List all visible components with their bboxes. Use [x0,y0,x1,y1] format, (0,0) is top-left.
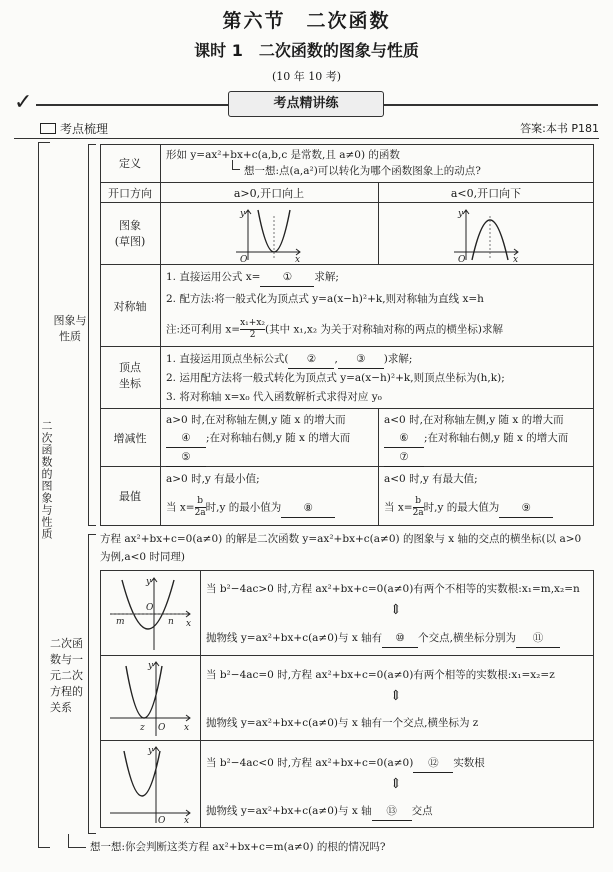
g1-x: x [186,619,192,629]
blank-6[interactable]: ⑥ [384,429,424,448]
vertex-line1-end: )求解; [383,353,413,365]
equation-col-divider [200,570,201,828]
answer-ref: 答案:本书 P181 [520,122,599,135]
axis-line3-a: 注:还可利用 x= [166,323,241,336]
case1-top: 当 b²−4ac>0 时,方程 ax²+bx+c=0(a≠0)有两个不相等的实数根:x₁=m,x₂=n [206,583,580,595]
properties-group-label: 图象与性质 [53,314,87,343]
graph-up-y: y [240,209,246,219]
axis-fraction-num: x₁+x₂ [240,318,266,328]
case3-top [206,754,485,773]
label-extreme: 最值 [119,490,141,503]
vertex-line1 [166,350,412,369]
checkmark-icon: ✓ [14,90,33,115]
axis-line3-b: (其中 x₁,x₂ 为关于对称轴对称的两点的横坐标)求解 [265,323,503,336]
ext-pos-2a: 当 x= [166,501,195,514]
g3-x: x [184,816,190,825]
mono-pos-2: ;在对称轴右侧,y 随 x 的增大而 [206,432,351,444]
blank-5[interactable]: ⑤ [166,448,206,467]
graph-up-parabola [232,206,304,262]
blank-12[interactable]: ⑫ [413,754,453,773]
graph-down-x: x [513,255,519,262]
banner: 考点精讲练 [228,91,384,117]
axis-fraction [240,318,265,341]
definition-text: 形如 y=ax²+bx+c(a,b,c 是常数,且 a≠0) 的函数 [166,149,400,161]
mono-neg [384,411,592,467]
section-label-text: 考点梳理 [60,122,109,136]
equation-intro-2: 为例,a<0 时同理) [100,551,186,563]
g2-o: O [158,723,166,733]
ext-pos-1: a>0 时,y 有最小值; [166,473,260,485]
footer-arrow [68,834,86,848]
label-graph [100,218,160,250]
label-definition: 定义 [119,157,141,170]
graph-up-o: O [240,255,248,262]
case3-bottom [206,802,433,821]
axis-fraction-den: 2 [249,330,256,340]
ext-neg-den: 2a [412,508,424,518]
case2-iff: ⇕ [390,688,402,704]
opening-neg: a<0,开口向下 [450,187,522,200]
axis-line1-text: 1. 直接运用公式 x= [166,271,261,283]
case1-bottom [206,629,560,648]
ext-pos-fraction [195,496,206,519]
header-divider [14,138,599,139]
ext-neg-2 [384,496,553,519]
ext-neg-2b: 时,y 的最大值为 [423,501,500,514]
blank-7[interactable]: ⑦ [384,448,424,467]
definition-think: 想一想:点(a,a²)可以转化为哪个函数图象上的动点? [244,165,481,177]
ext-pos-2b: 时,y 的最小值为 [205,501,282,514]
equation-intro-1: 方程 ax²+bx+c=0(a≠0) 的解是二次函数 y=ax²+bx+c(a≠0) 的图象与 x 轴的交点的横坐标(以 a>0 [100,533,582,545]
graph-one-root [108,658,194,738]
g2-x: x [184,723,190,733]
outer-side-label: 二次函数的图象与性质 [40,420,53,540]
axis-line1 [166,268,339,287]
g2-z: z [140,723,145,733]
g1-o: O [146,603,154,613]
mono-neg-2: ;在对称轴右侧,y 随 x 的增大而 [424,432,569,444]
ext-pos-den: 2a [194,508,206,518]
label-graph-1: 图象 [119,219,141,232]
case1-bot-b: 个交点,横坐标分别为 [418,632,516,644]
ext-neg-num: b [413,496,424,508]
row-line [100,182,594,183]
label-monotonic: 增减性 [113,432,147,445]
blank-3[interactable]: ③ [338,350,384,369]
book-icon [40,123,56,134]
blank-1[interactable]: ① [260,268,314,287]
case3-top-b: 实数根 [453,757,485,769]
graph-down-o: O [458,255,466,262]
ext-neg-fraction [413,496,424,519]
g1-n: n [168,617,174,627]
row-line [100,264,594,265]
graph-up-x: x [295,255,301,262]
label-graph-2: (草图) [114,235,146,248]
case2-bottom: 抛物线 y=ax²+bx+c(a≠0)与 x 轴有一个交点,横坐标为 z [206,717,479,729]
label-opening: 开口方向 [108,187,152,200]
vertex-sep: , [334,353,338,365]
case3-bot-b: 交点 [411,805,433,817]
graph-no-root [108,743,194,825]
vertex-line2: 2. 运用配方法将一般式转化为顶点式 y=a(x−h)²+k,则顶点坐标为(h,k); [166,372,505,384]
mono-pos-1: a>0 时,在对称轴左侧,y 随 x 的增大而 [166,414,346,426]
mono-neg-1: a<0 时,在对称轴左侧,y 随 x 的增大而 [384,414,564,426]
row-line [100,202,594,203]
case3-iff: ⇕ [390,776,402,792]
blank-4[interactable]: ④ [166,429,206,448]
vertex-line3: 3. 将对称轴 x=x₀ 代入函数解析式求得对应 y₀ [166,391,382,403]
ext-pos-2 [166,496,335,519]
ext-pos-num: b [195,496,206,508]
g2-y: y [148,661,154,671]
mono-pos [166,411,376,467]
row-line [100,346,594,347]
eq-row-line [100,655,594,656]
blank-8[interactable]: ⑧ [281,499,335,518]
label-vertex-1: 顶点 [119,361,141,374]
case3-bot-a: 抛物线 y=ax²+bx+c(a≠0)与 x 轴 [206,805,372,817]
case2-top: 当 b²−4ac=0 时,方程 ax²+bx+c=0(a≠0)有两个相等的实数根:x₁=x₂=z [206,669,555,681]
graph-two-roots [108,574,194,652]
case1-iff: ⇕ [390,602,402,618]
g1-y: y [146,577,152,587]
axis-line1-end: 求解; [314,271,339,283]
blank-10[interactable]: ⑩ [382,629,418,648]
opening-pos: a>0,开口向上 [233,187,305,200]
section-title: 第六节 二次函数 [222,10,391,32]
think-arrow [232,160,240,170]
lesson-title: 课时 1 二次函数的图象与性质 [194,41,419,60]
mid-divider-bottom [378,408,379,526]
equation-group-label: 二次函数与一元二次方程的关系 [50,637,83,714]
case1-bot-a: 抛物线 y=ax²+bx+c(a≠0)与 x 轴有 [206,632,383,644]
ext-neg-1: a<0 时,y 有最大值; [384,473,478,485]
blank-2[interactable]: ② [288,350,334,369]
row-line [100,408,594,409]
axis-line2: 2. 配方法:将一般式化为顶点式 y=a(x−h)²+k,则对称轴为直线 x=h [166,293,484,305]
section-label [40,120,108,137]
g1-m: m [116,617,125,627]
footer-think: 想一想:你会判断这类方程 ax²+bx+c=m(a≠0) 的根的情况吗? [90,841,386,853]
case3-top-a: 当 b²−4ac<0 时,方程 ax²+bx+c=0(a≠0) [206,757,414,769]
blank-13[interactable]: ⑬ [372,802,412,821]
label-vertex [100,360,160,392]
blank-9[interactable]: ⑨ [499,499,553,518]
exam-count: (10 年 10 考) [271,70,342,83]
label-axis: 对称轴 [113,300,147,313]
banner-line-right [384,104,598,106]
g3-y: y [148,746,154,756]
label-vertex-2: 坐标 [119,377,141,390]
axis-line3 [166,318,503,341]
graph-down-parabola [450,206,522,262]
graph-down-y: y [458,209,464,219]
eq-row-line [100,740,594,741]
blank-11[interactable]: ⑪ [516,629,560,648]
ext-neg-2a: 当 x= [384,501,413,514]
vertex-line1-text: 1. 直接运用顶点坐标公式( [166,353,289,365]
g3-o: O [158,816,166,825]
banner-line-left [36,104,228,106]
